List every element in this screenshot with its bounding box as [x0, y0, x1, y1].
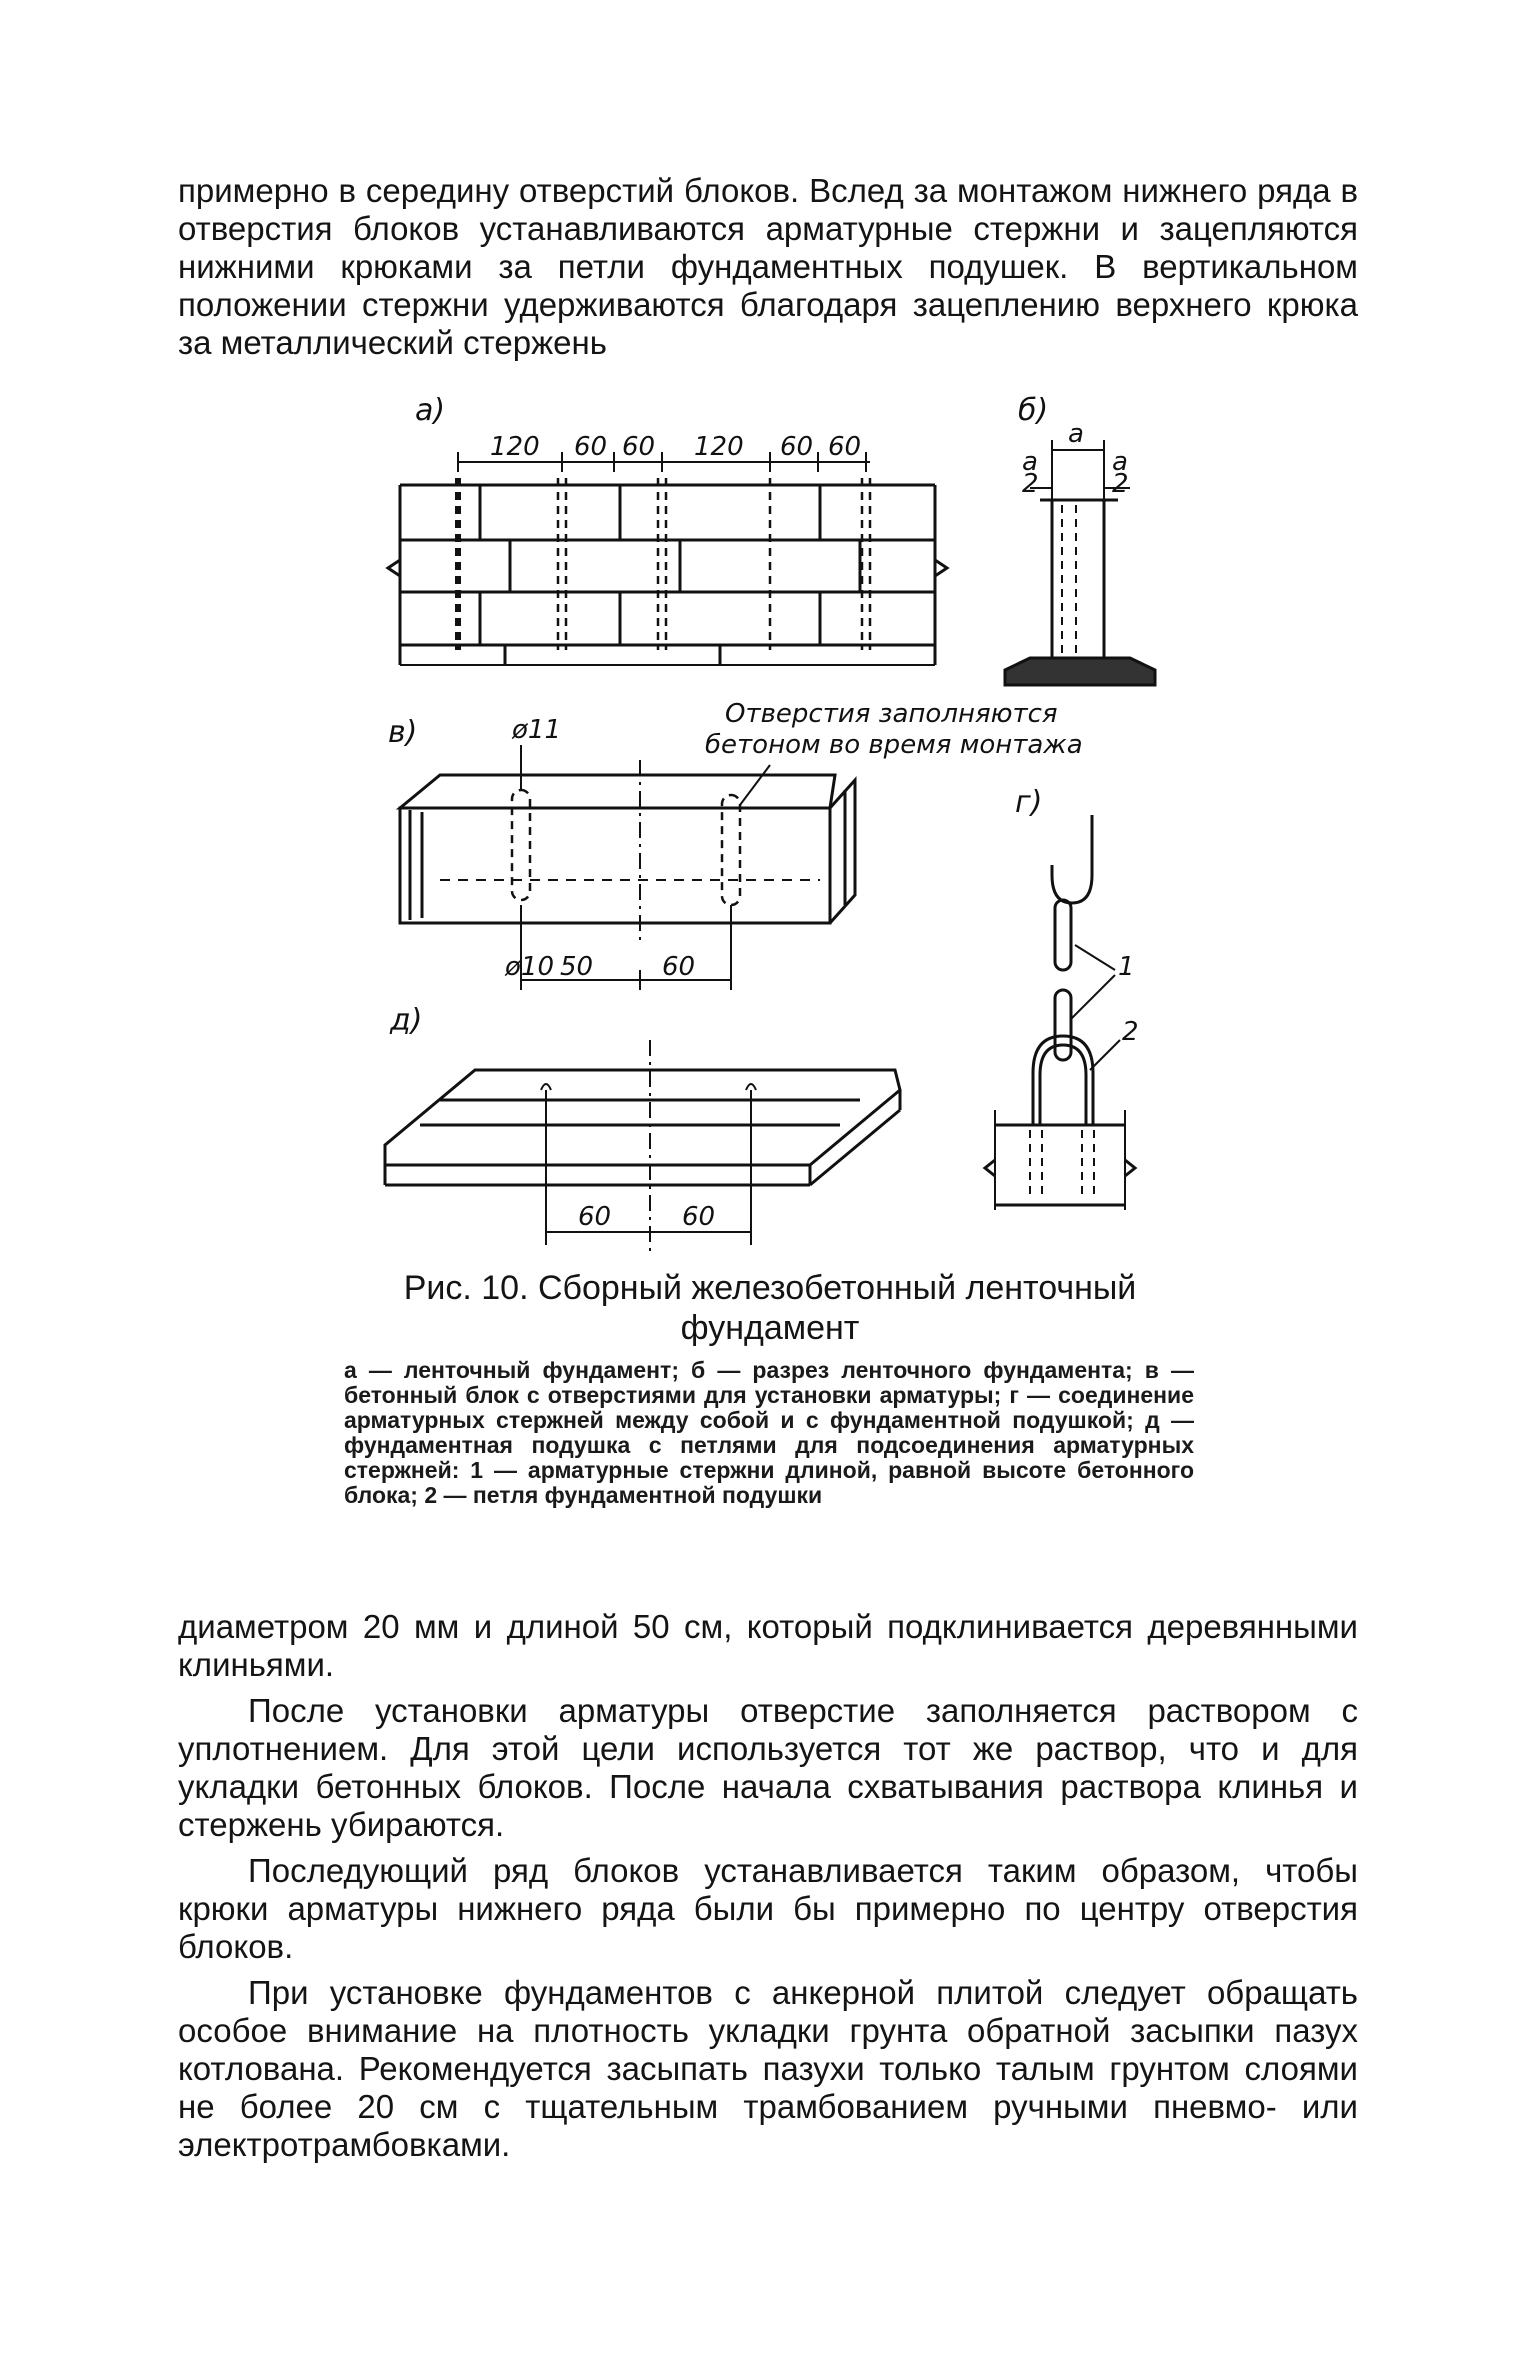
dim-b-a-half-right: а: [1112, 447, 1128, 477]
callout-g-1: 1: [1118, 952, 1135, 982]
paragraph-continuation: диаметром 20 мм и длиной 50 см, который подклинивается деревянными клиньями.: [178, 1608, 1358, 1683]
figure-a-wall: [388, 452, 947, 665]
paragraph-top-1: примерно в середину отверстий блоков. Вслед за монтажом нижнего ряда в отверстия блоков устанавливаются арматурные стержни и зацепляются нижними крюками за петли фундаментных подушек. В вертикальном положении стержни удерживаются благодаря зацеплению верхнего крюка за металлический стержень: [178, 172, 1358, 361]
label-a: а): [415, 393, 446, 428]
caption-legend-text: а — ленточный фундамент; б — разрез ленточного фундамента; в — бетонный блок с отверстиями для установки арматуры; г — соединение арматурных стержней между собой и с фундаментной подушкой; д — фундаментная подушка с петлями для подсоединения арматурных стержней: 1 — арматурные стержни длиной, равной высоте бетонного блока; 2 — петля фундаментной подушки: [344, 1357, 1194, 1508]
figure-d-cushion: [385, 1040, 900, 1255]
dim-v-50: 50: [560, 952, 594, 982]
dim-b-two-left: 2: [1022, 469, 1039, 499]
dim-a-1: 120: [490, 432, 540, 462]
figure-v-block: [400, 745, 855, 990]
dim-a-2: 60: [574, 432, 608, 462]
figure-g-rods: [985, 815, 1135, 1210]
dim-a-4: 120: [694, 432, 744, 462]
annotation-v-line2: бетоном во время монтажа: [705, 730, 1083, 760]
dim-d-2: 60: [682, 1202, 716, 1232]
figure-caption-title: Рис. 10. Сборный железобетонный ленточный фундамент: [403, 1269, 1137, 1347]
paragraph-next-row: Последующий ряд блоков устанавливается таким образом, чтобы крюки арматуры нижнего ряда были бы примерно по центру отверстия блоков.: [178, 1852, 1358, 1965]
dim-b-a-half-left: а: [1022, 447, 1038, 477]
bottom-paragraph-block: [178, 1608, 1358, 2172]
label-b: б): [1018, 393, 1049, 428]
label-g: г): [1015, 785, 1043, 820]
dim-v-d10: ø10: [505, 952, 554, 982]
dim-v-d11: ø11: [512, 715, 561, 745]
dim-a-6: 60: [828, 432, 862, 462]
annotation-v-line1: Отверстия заполняются: [725, 699, 1058, 729]
dim-b-a: а: [1068, 419, 1084, 449]
dim-d-1: 60: [578, 1202, 612, 1232]
figure-caption-legend: [344, 1358, 1194, 1508]
paragraph-anchor-plate: При установке фундаментов с анкерной плитой следует обращать особое внимание на плотность укладки грунта обратной засыпки пазух котлована. Рекомендуется засыпать пазухи только талым грунтом слоями не более 20 см с тщательным трамбованием ручными пневмо- или электротрамбовками.: [178, 1974, 1358, 2163]
label-d: д): [390, 1003, 423, 1038]
dim-v-60: 60: [662, 952, 696, 982]
dim-a-5: 60: [780, 432, 814, 462]
label-v: в): [388, 715, 418, 750]
dim-a-3: 60: [622, 432, 656, 462]
paragraph-after-installation: После установки арматуры отверстие заполняется раствором с уплотнением. Для этой цели используется тот же раствор, что и для укладки бетонных блоков. После начала схватывания раствора клинья и стержень убираются.: [178, 1692, 1358, 1843]
callout-g-2: 2: [1122, 1017, 1139, 1047]
dim-b-two-right: 2: [1112, 469, 1129, 499]
